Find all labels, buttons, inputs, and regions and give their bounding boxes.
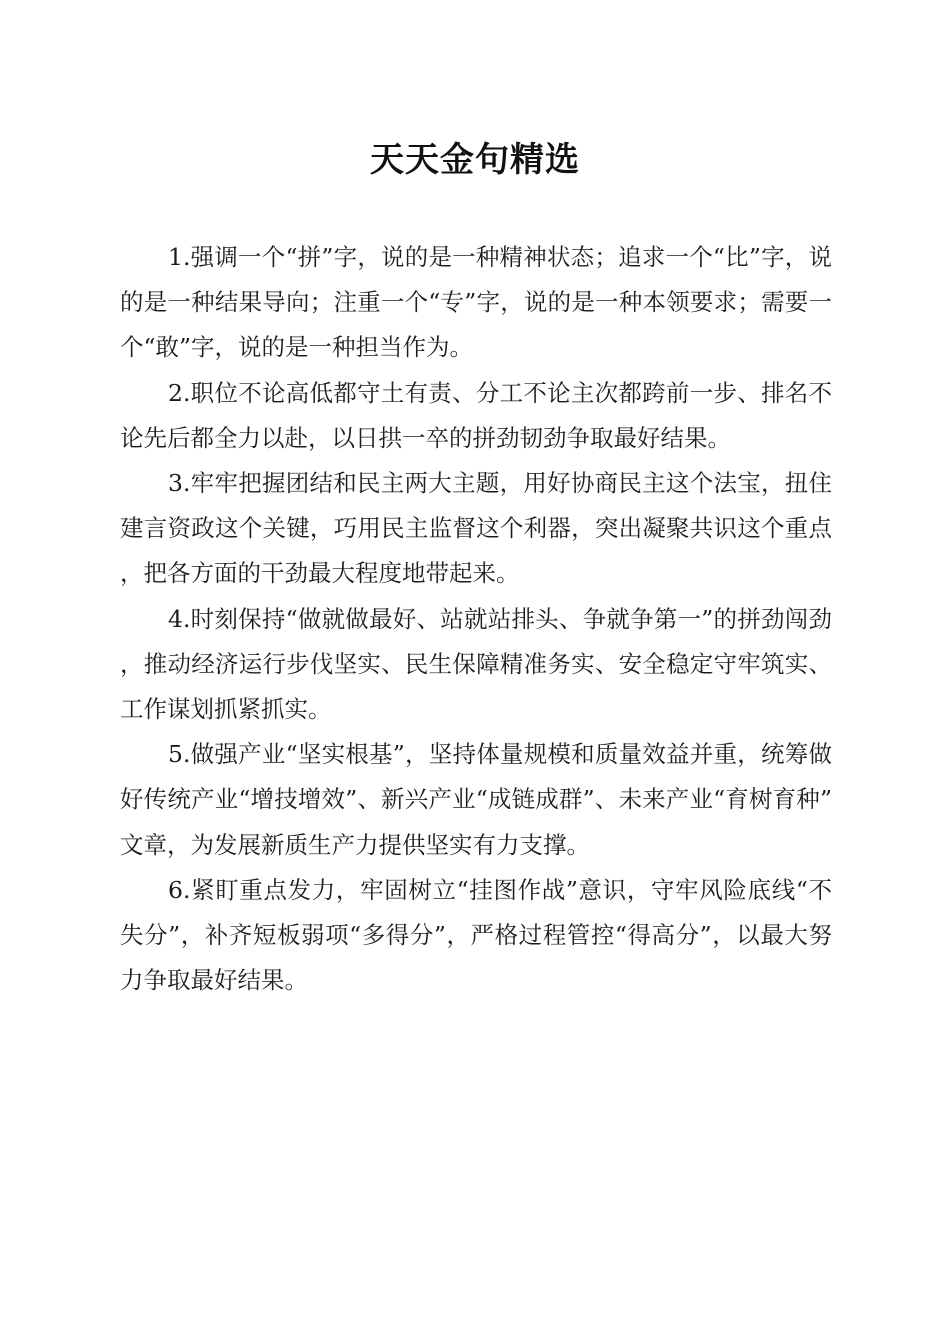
paragraph-6: 6.紧盯重点发力，牢固树立“挂图作战”意识，守牢风险底线“不失分”，补齐短板弱项“多得分”，严格过程管控“得高分”，以最大努力争取最好结果。 [120, 875, 832, 995]
page-title: 天天金句精选 [370, 140, 580, 180]
paragraph-1: 1.强调一个“拼”字，说的是一种精神状态；追求一个“比”字，说的是一种结果导向；注重一个“专”字，说的是一种本领要求；需要一个“敢”字，说的是一种担当作为。 [120, 243, 832, 362]
paragraph-4: 4.时刻保持“做就做最好、站就站排头、争就争第一”的拼劲闯劲，推动经济运行步伐坚实、民生保障精准务实、安全稳定守牢筑实、工作谋划抓紧抓实。 [120, 604, 832, 724]
document-body [120, 235, 832, 1003]
paragraph-5: 5.做强产业“坚实根基”，坚持体量规模和质量效益并重，统筹做好传统产业“增技增效”、新兴产业“成链成群”、未来产业“育树育种”文章，为发展新质生产力提供坚实有力支撑。 [120, 740, 832, 859]
paragraph-2: 2.职位不论高低都守土有责、分工不论主次都跨前一步、排名不论先后都全力以赴，以日拱一卒的拼劲韧劲争取最好结果。 [120, 378, 832, 452]
paragraph-3: 3.牢牢把握团结和民主两大主题，用好协商民主这个法宝，扭住建言资政这个关键，巧用民主监督这个利器，突出凝聚共识这个重点，把各方面的干劲最大程度地带起来。 [120, 469, 832, 588]
